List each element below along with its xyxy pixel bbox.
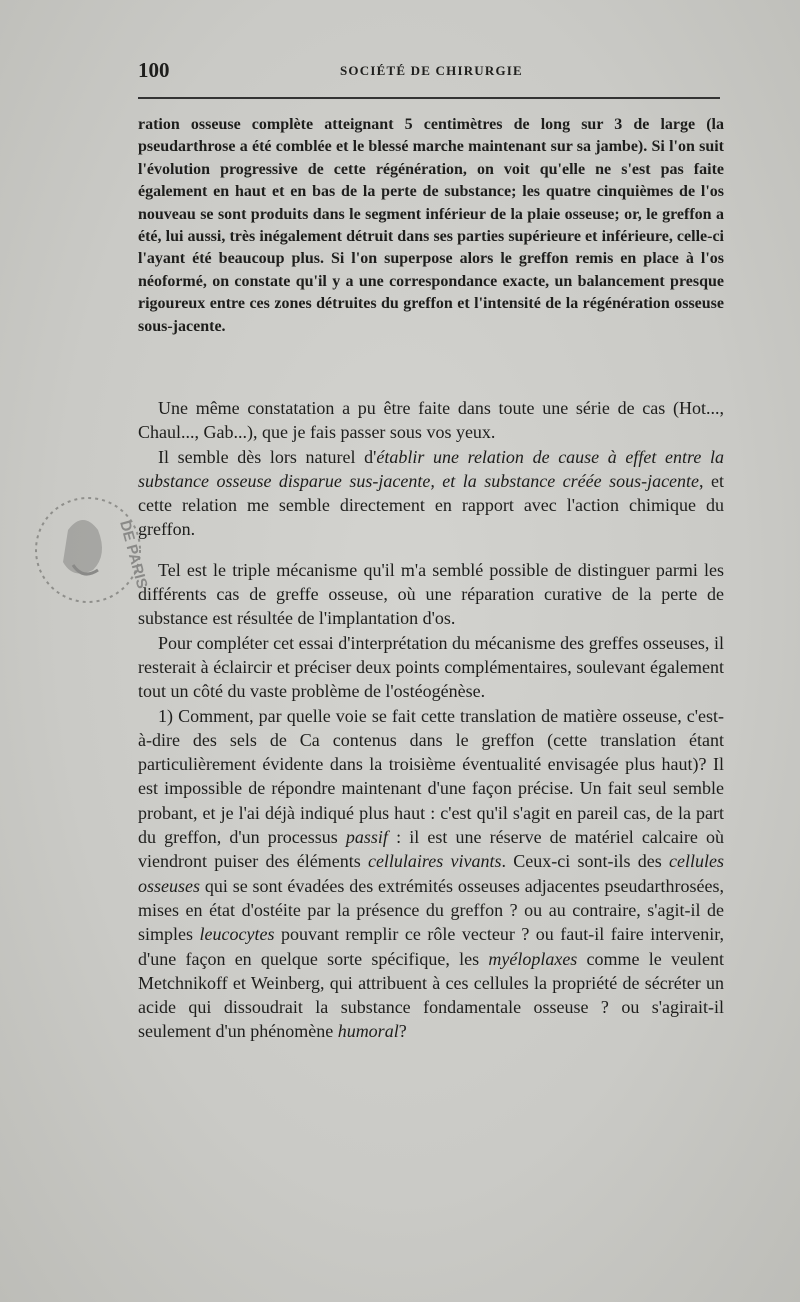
term-passif: passif xyxy=(345,827,388,848)
page-header xyxy=(138,58,720,88)
paragraph-1: Une même constatation a pu être faite dans toute une série de cas (Hot..., Chaul..., Gab...), que je fais passer sous vos yeux. xyxy=(138,398,724,443)
page-number: 100 xyxy=(138,58,170,82)
paragraph-2-start: Il semble dès lors naturel d' xyxy=(158,446,377,467)
paragraph-5-part-c: . Ceux-ci sont-ils des xyxy=(501,851,670,872)
running-head: SOCIÉTÉ DE CHIRURGIE xyxy=(340,63,523,78)
paragraph-2-italic: établir une relation de cause à effet entre la substance osseuse disparue sus-jacente, et la substance créée sous-jacente xyxy=(138,446,724,491)
paragraph-2 xyxy=(138,445,724,542)
stamp-text: DE PARIS xyxy=(116,518,151,591)
paragraph-4: Pour compléter cet essai d'interprétation du mécanisme des greffes osseuses, il resterait à éclaircir et préciser deux points complémentaires, soulevant également tout un côté du vaste problème de l'ostéogénèse. xyxy=(138,632,724,702)
term-myeloplaxes: myéloplaxes xyxy=(488,948,578,969)
main-text xyxy=(138,396,724,1044)
library-stamp-icon xyxy=(28,470,151,630)
paragraph-5-part-b: : il est une réserve de matériel calcaire où viendront puiser des éléments xyxy=(138,827,724,872)
paragraph-2-end: , et cette relation me semble directement en rapport avec l'action chimique du greffon. xyxy=(138,470,724,540)
paragraph-5-part-a: 1) Comment, par quelle voie se fait cette translation de matière osseuse, c'est-à-dire des sels de Ca contenus dans le greffon (cette translation étant particulièrement évidente dans la troisième éventualité envisagée plus haut)? Il est impossible de répondre maintenant d'une façon précise. Un fait seul semble probant, et je l'ai déjà indiqué plus haut : c'est qu'il s'agit en pareil cas, de la part du greffon, d'un processus xyxy=(138,705,724,848)
paragraph-3: Tel est le triple mécanisme qu'il m'a semblé possible de distinguer parmi les différents cas de greffe osseuse, où une réparation curative de la perte de substance est résultée de l'implantation d'os. xyxy=(138,559,724,629)
header-rule xyxy=(138,97,720,99)
term-humoral: humoral xyxy=(337,1021,399,1042)
paragraph-5 xyxy=(138,704,724,1044)
term-cellulaires-vivants: cellulaires vivants xyxy=(367,851,502,872)
small-print-paragraph: ration osseuse complète atteignant 5 centimètres de long sur 3 de large (la pseudarthrose a été comblée et le blessé marche maintenant sur sa jambe). Si l'on suit l'évolution progressive de cette régénération, on voit qu'elle ne s'est pas faite également en haut et en bas de la perte de substance; les quatre cinquièmes de l'os nouveau se sont produits dans le segment inférieur de la plaie osseuse; or, le greffon a été, lui aussi, très inégalement détruit dans ses parties supérieure et inférieure, celle-ci l'ayant été beaucoup plus. Si l'on superpose alors le greffon remis en place à l'os néoformé, on constate qu'il y a une correspondance exacte, un balancement presque rigoureux entre ces zones détruites du greffon et l'intensité de la régénération osseuse sous-jacente. xyxy=(138,116,724,335)
paragraph-5-part-d: qui se sont évadées des extrémités osseuses adjacentes pseudarthrosées, mises en état d'ostéite par la présence du greffon ? ou au contraire, s'agit-il de simples xyxy=(138,875,724,945)
paragraph-5-part-e: pouvant remplir ce rôle vecteur ? ou faut-il faire intervenir, d'une façon en quelque sorte spécifique, les xyxy=(138,924,724,969)
term-cellules-osseuses: cellules osseuses xyxy=(138,851,724,896)
paragraph-5-end: ? xyxy=(398,1021,407,1042)
paragraph-5-part-f: comme le veulent Metchnikoff et Weinberg, qui attribuent à ces cellules la propriété de sécréter un acide qui dissoudrait la substance fondamentale osseuse ? ou s'agirait-il seulement d'un phénomène xyxy=(138,948,724,1042)
term-leucocytes: leucocytes xyxy=(199,924,275,945)
